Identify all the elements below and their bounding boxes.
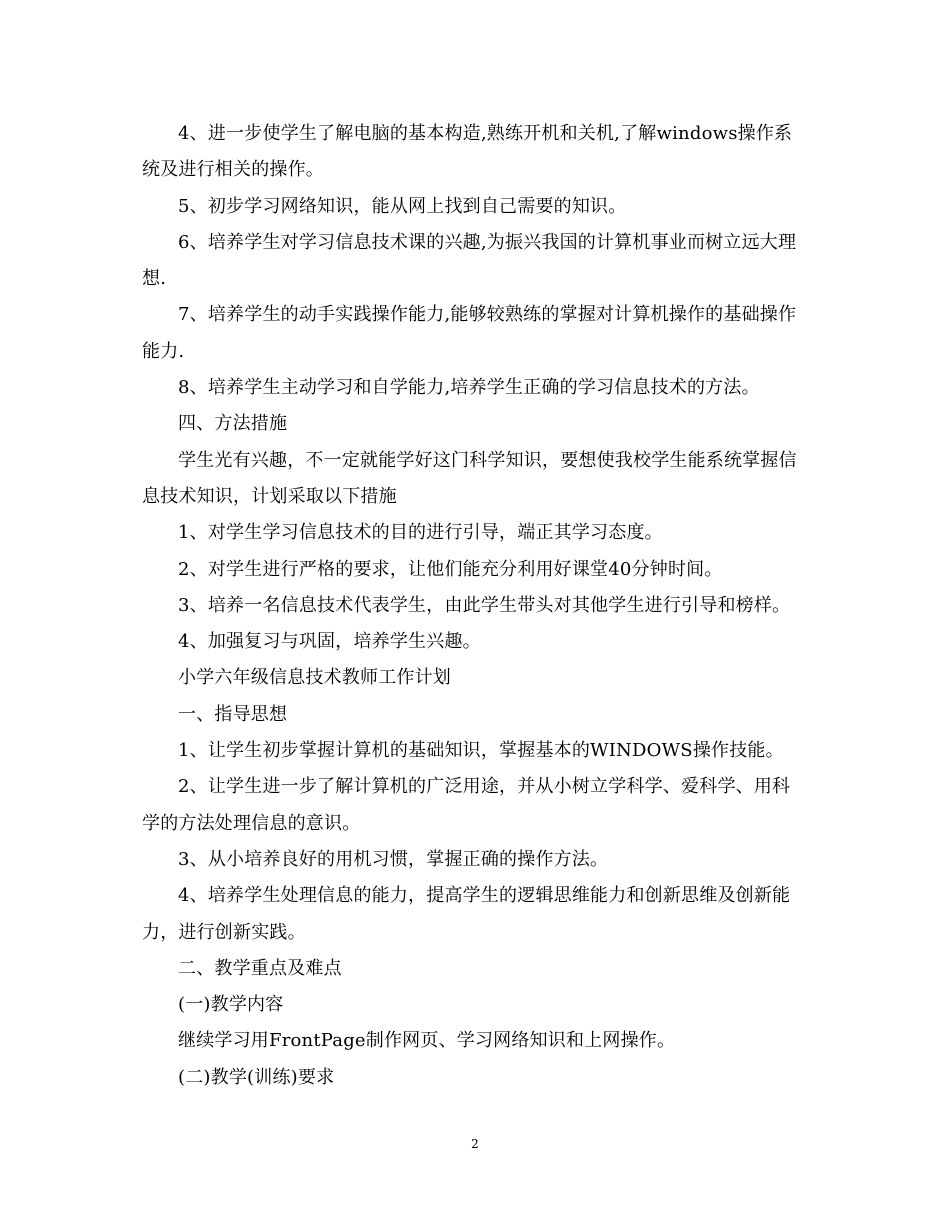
section-heading: 四、方法措施 [178,413,288,435]
paragraph: 2、对学生进行严格的要求，让他们能充分利用好课堂40分钟时间。 [178,558,723,580]
document-title: 小学六年级信息技术教师工作计划 [178,667,451,689]
paragraph: 8、培养学生主动学习和自学能力,培养学生正确的学习信息技术的方法。 [178,377,760,399]
paragraph: 6、培养学生对学习信息技术课的兴趣,为振兴我国的计算机事业而树立远大理想. [142,231,797,290]
paragraph: 1、让学生初步掌握计算机的基础知识，掌握基本的WINDOWS操作技能。 [178,740,784,762]
subsection-heading: (二)教学(训练)要求 [178,1066,335,1088]
document-body [142,116,808,1096]
paragraph: 7、培养学生的动手实践操作能力,能够较熟练的掌握对计算机操作的基础操作能力. [142,304,797,362]
paragraph: 学生光有兴趣，不一定就能学好这门科学知识，要想使我校学生能系统掌握信息技术知识，计划采取以下措施 [142,449,797,507]
paragraph: 3、从小培养良好的用机习惯，掌握正确的操作方法。 [178,848,609,870]
subsection-heading: (一)教学内容 [178,994,284,1016]
section-heading: 一、指导思想 [178,703,288,725]
paragraph: 3、培养一名信息技术代表学生，由此学生带头对其他学生进行引导和榜样。 [178,594,791,616]
paragraph: 4、培养学生处理信息的能力，提高学生的逻辑思维能力和创新思维及创新能力，进行创新实践。 [142,885,791,943]
paragraph: 继续学习用FrontPage制作网页、学习网络知识和上网操作。 [178,1030,676,1052]
paragraph: 1、对学生学习信息技术的目的进行引导，端正其学习态度。 [178,522,663,544]
paragraph: 2、让学生进一步了解计算机的广泛用途，并从小树立学科学、爱科学、用科学的方法处理信息的意识。 [142,776,791,834]
section-heading: 二、教学重点及难点 [178,957,342,979]
paragraph: 4、加强复习与巩固，培养学生兴趣。 [178,631,481,653]
paragraph: 4、进一步使学生了解电脑的基本构造,熟练开机和关机,了解windows操作系统及进行相关的操作。 [142,123,793,181]
page-number: 2 [471,1137,479,1151]
paragraph: 5、初步学习网络知识，能从网上找到自己需要的知识。 [178,195,627,217]
